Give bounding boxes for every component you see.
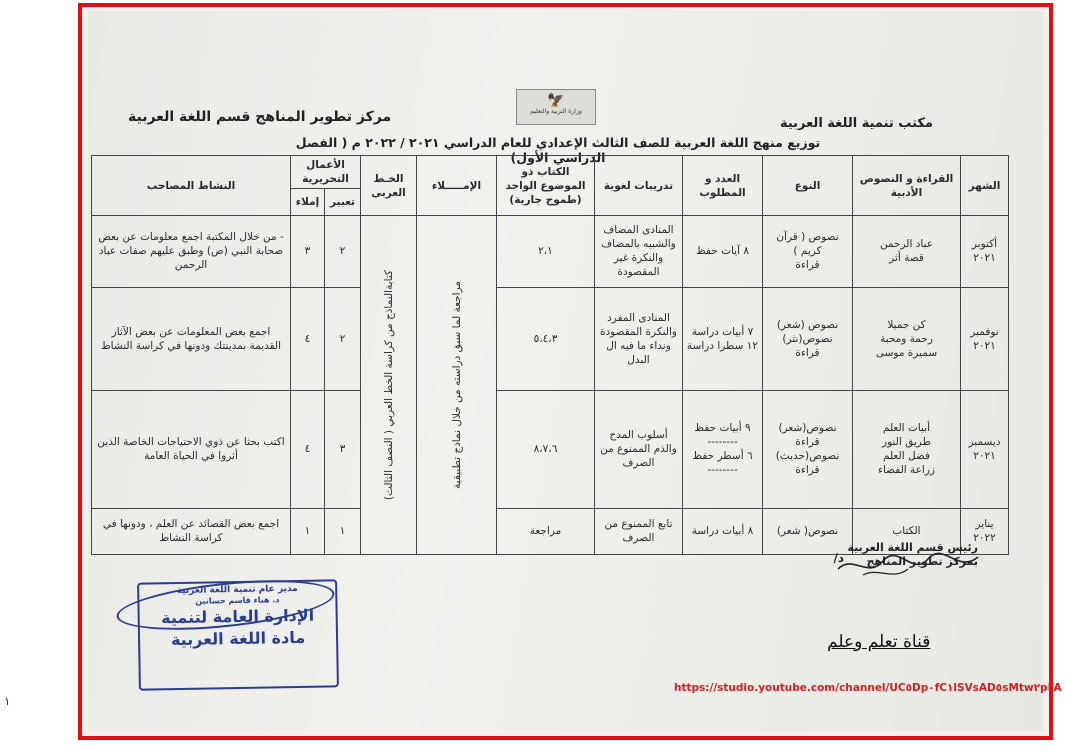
cell-month: نوفمبر ٢٠٢١	[961, 287, 1009, 390]
eagle-icon: 🦅	[547, 93, 565, 109]
handwriting-text-2: النماذج من كراسة الخط العربي ( النصف الثالث)	[382, 289, 395, 500]
cell-exercises: تابع الممنوع من الصرف	[595, 508, 683, 554]
stamp-line1: مدير عام تنمية اللغة العربية	[176, 583, 298, 597]
cell-expression: ١	[325, 508, 361, 554]
cell-reading: كن جميلا رحمة ومحبة سميرة موسى	[853, 287, 961, 390]
cell-imlaa: ٣	[291, 216, 325, 288]
cell-imlaa: ٤	[291, 287, 325, 390]
channel-url[interactable]: https://studio.youtube.com/channel/UC٥Dp٠fC١lSVsAD٥sMtw٢pFA	[674, 682, 1062, 694]
col-type: النوع	[763, 156, 853, 216]
col-expression: تعبير	[325, 189, 361, 216]
curriculum-table	[91, 155, 1009, 555]
cell-month: يناير ٢٠٢٢	[961, 508, 1009, 554]
cell-expression: ٣	[325, 390, 361, 508]
table-header-row	[92, 156, 1009, 189]
header-right: مكتب تنمية اللغة العربية	[779, 116, 933, 131]
col-handwriting: الخـط العربى	[361, 156, 417, 216]
cell-type: نصوص( شعر)	[763, 508, 853, 554]
image-frame	[78, 3, 1062, 740]
col-book	[497, 156, 595, 216]
handwriting-text-1: كتابة	[382, 269, 395, 290]
cell-book: ٢،١	[497, 216, 595, 288]
cell-book: ٥،٤،٣	[497, 287, 595, 390]
edge-mark: ۱	[4, 694, 11, 708]
signature-line1: رئيس قسم اللغة العربية	[847, 541, 978, 554]
col-book-note: (طموح جارية)	[509, 193, 582, 206]
cell-activity: - من خلال المكتبة اجمع معلومات عن بعض صحابة النبي (ص) وطبق عليهم صفات عباد الرحمن	[92, 216, 291, 288]
cell-imlaa: ٤	[291, 390, 325, 508]
document-paper	[88, 11, 1043, 731]
cell-exercises: المنادى المفرد والنكرة المقصودة ونداء ما فيه ال البدل	[595, 287, 683, 390]
signature-name: د/	[833, 551, 845, 565]
cell-type: نصوص ( قرآن كريم ) قراءة	[763, 216, 853, 288]
col-written-works: الأعمال التحريرية	[291, 156, 361, 189]
channel-name: قناة تعلم وعلم	[827, 632, 931, 652]
cell-type: نصوص (شعر) نصوص(نثر) قراءة	[763, 287, 853, 390]
stamp-line2: د. هناء قاسم حسانين	[195, 595, 280, 606]
col-imlaa: إملاء	[291, 189, 325, 216]
cell-reading: الكتاب	[853, 508, 961, 554]
table-row	[92, 287, 1009, 390]
stamp-line3: الإدارة العامة لتنمية	[160, 605, 315, 628]
cell-type: نصوص(شعر) قراءة نصوص(حديث) قراءة	[763, 390, 853, 508]
stamp-line4: مادة اللغة العربية	[170, 627, 306, 650]
cell-activity: اجمع بعض القصائد عن العلم ، ودونها في كراسة النشاط	[92, 508, 291, 554]
cell-exercises: أسلوب المدح والذم الممنوع من الصرف	[595, 390, 683, 508]
table-row	[92, 390, 1009, 508]
signature-scribble	[833, 549, 983, 583]
col-month: الشهر	[961, 156, 1009, 216]
cell-count: ٨ أبيات دراسة	[683, 508, 763, 554]
official-stamp	[137, 579, 339, 690]
cell-book: ٨،٧،٦	[497, 390, 595, 508]
cell-expression: ٢	[325, 216, 361, 288]
col-exercises: تدريبات لغوية	[595, 156, 683, 216]
emblem-text: وزارة التربية والتعليم	[530, 108, 582, 115]
cell-count: ٩ أبيات حفظ -------- ٦ أسطر حفظ --------	[683, 390, 763, 508]
cell-dictation-merged	[417, 216, 497, 555]
document-title: توزيع منهج اللغة العربية للصف الثالث الإعدادي للعام الدراسي ٢٠٢١ / ٢٠٢٢ م ( الفصل الدراسي الأول)	[295, 135, 821, 165]
header-left: مركز تطوير المناهج قسم اللغة العربية	[128, 109, 392, 125]
cell-reading: عباد الرحمن قصة أثر	[853, 216, 961, 288]
table-row	[92, 216, 1009, 288]
signature-line2: بمركز تطوير المناهج	[866, 555, 978, 568]
cell-expression: ٢	[325, 287, 361, 390]
cell-month: أكتوبر ٢٠٢١	[961, 216, 1009, 288]
cell-month: ديسمبر ٢٠٢١	[961, 390, 1009, 508]
cell-handwriting-merged	[361, 216, 417, 555]
col-dictation: الإمـــــلاء	[417, 156, 497, 216]
col-reading: القراءة و النصوص الأدبية	[853, 156, 961, 216]
cell-activity: اكتب بحثا عن ذوي الاحتياجات الخاصة الذين أثروا في الحياة العامة	[92, 390, 291, 508]
cell-count: ٨ آيات حفظ	[683, 216, 763, 288]
col-activity: النشاط المصاحب	[92, 156, 291, 216]
cell-reading: أبيات العلم طريق النور فضل العلم زراعة الفضاء	[853, 390, 961, 508]
ministry-emblem	[516, 89, 596, 125]
col-book-label: الكتاب ذو الموضوع الواحد	[505, 165, 586, 192]
dictation-text: مراجعة لما سبق دراسته من خلال نماذج تطبيقية	[450, 281, 463, 489]
cell-activity: اجمع بعض المعلومات عن بعض الآثار القديمة بمدينتك ودونها في كراسة النشاط	[92, 287, 291, 390]
cell-count: ٧ أبيات دراسة ١٢ سطرا دراسة	[683, 287, 763, 390]
cell-exercises: المنادى المضاف والشبيه بالمضاف والنكرة غير المقصودة	[595, 216, 683, 288]
cell-imlaa: ١	[291, 508, 325, 554]
cell-book: مراجعة	[497, 508, 595, 554]
col-count: العدد و المطلوب	[683, 156, 763, 216]
